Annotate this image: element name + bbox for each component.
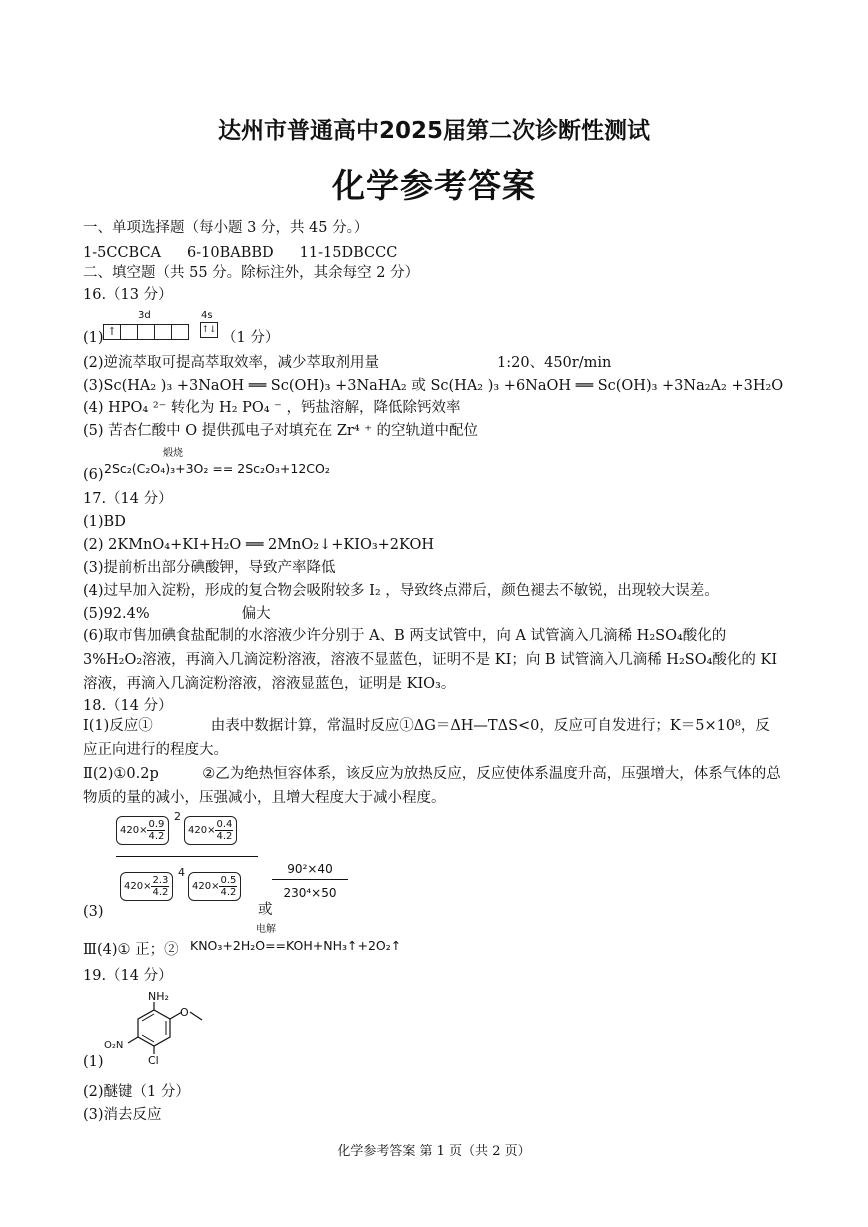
q19-heading: 19.（14 分） bbox=[83, 968, 173, 984]
q18-p3-label: (3) bbox=[83, 904, 104, 920]
q16-p6-label: (6) bbox=[83, 467, 104, 483]
q18-p4-equation: KNO₃+2H₂O==KOH+NH₃↑+2O₂↑ bbox=[190, 938, 402, 953]
orbital-4s-label: 4s bbox=[201, 310, 213, 321]
q18-p1: Ⅰ(1)反应① 由表中数据计算，常温时反应①ΔG＝ΔH—TΔS<0，反应可自发进行；K＝5×10⁸，反应正向进行的程度大。 bbox=[83, 718, 770, 758]
q18-or: 或 bbox=[258, 902, 273, 918]
section2-heading: 二、填空题（共 55 分。除标注外，其余每空 2 分） bbox=[83, 265, 420, 281]
doc-title: 达州市普通高中2025届第二次诊断性测试 bbox=[217, 118, 650, 144]
q18-heading: 18.（14 分） bbox=[83, 698, 173, 714]
section1-answers bbox=[83, 243, 397, 263]
structure-diagram: NH₂ O O₂N Cl bbox=[100, 990, 220, 1070]
amino-group-label: NH₂ bbox=[148, 990, 169, 1003]
q16-p1-note: （1 分） bbox=[222, 330, 280, 346]
q16-p5: (5) 苦杏仁酸中 O 提供孤电子对填充在 Zr⁴ ⁺ 的空轨道中配位 bbox=[83, 423, 479, 439]
q16-p2-ratio: 1:20、450r/min bbox=[497, 355, 612, 371]
q17-p5: (5)92.4% 偏大 bbox=[83, 606, 271, 622]
chloro-group-label: Cl bbox=[148, 1054, 159, 1067]
kp-denominator: 420× $\frac{2.3}{4.2}$ 4 420× $\frac{0.5}{4.2}$ bbox=[120, 866, 265, 910]
q17-p1: (1)BD bbox=[83, 514, 126, 530]
orbital-arrow-up-icon: ↑ bbox=[103, 324, 121, 340]
q17-heading: 17.（14 分） bbox=[83, 491, 173, 507]
answers-11-15: 11-15DBCCC bbox=[299, 245, 398, 261]
doc-subtitle: 化学参考答案 bbox=[332, 166, 536, 205]
q16-p6-condition: 煅烧 bbox=[163, 448, 183, 459]
orbital-arrows-updown-icon: ↑↓ bbox=[200, 322, 218, 338]
q16-p1-label: (1) bbox=[83, 330, 104, 346]
q19-p2: (2)醚键（1 分） bbox=[83, 1084, 190, 1100]
alt-expression: 90²×40 230⁴×50 bbox=[272, 862, 348, 900]
q16-p6-equation: 2Sc₂(C₂O₄)₃+3O₂ == 2Sc₂O₃+12CO₂ bbox=[104, 461, 330, 476]
q16-heading: 16.（13 分） bbox=[83, 287, 173, 303]
q19-p1-label: (1) bbox=[83, 1054, 104, 1070]
q16-p3: (3)Sc(HA₂ )₃ +3NaOH ══ Sc(OH)₃ +3NaHA₂ 或 Sc(HA₂ )₃ +6NaOH ══ Sc(OH)₃ +3Na₂A₂ +3H₂O bbox=[83, 378, 784, 394]
q17-p3: (3)提前析出部分碘酸钾，导致产率降低 bbox=[83, 560, 336, 576]
answers-1-5: 1-5CCBCA bbox=[83, 245, 162, 261]
answers-6-10: 6-10BABBD bbox=[187, 245, 274, 261]
section1-heading: 一、单项选择题（每小题 3 分，共 45 分。） bbox=[83, 220, 369, 236]
nitro-group-label: O₂N bbox=[104, 1040, 124, 1051]
q18-p4: Ⅲ(4)① 正；② bbox=[83, 942, 179, 958]
kp-fraction-bar bbox=[116, 856, 258, 857]
kp-numerator: 420× $\frac{0.9}{4.2}$ 2 420× $\frac{0.4}{4.2}$ bbox=[116, 810, 261, 854]
q18-p2: Ⅱ(2)①0.2p ②乙为绝热恒容体系，该反应为放热反应，反应使体系温度升高，压强增大，体系气体的总物质的量的减小，压强减小，且增大程度大于减小程度。 bbox=[83, 766, 781, 806]
q19-p3: (3)消去反应 bbox=[83, 1107, 162, 1123]
q18-p4-condition: 电解 bbox=[256, 924, 276, 935]
page-footer: 化学参考答案 第 1 页（共 2 页） bbox=[337, 1144, 531, 1159]
kp-expression bbox=[116, 810, 266, 920]
q16-p4: (4) HPO₄ ²⁻ 转化为 H₂ PO₄ ⁻ ，钙盐溶解，降低除钙效率 bbox=[83, 400, 461, 416]
q17-p4: (4)过早加入淀粉，形成的复合物会吸附较多 I₂ ，导致终点滞后，颜色褪去不敏锐，出现较大误差。 bbox=[83, 583, 719, 599]
q17-p6: (6)取市售加碘食盐配制的水溶液少许分别于 A、B 两支试管中，向 A 试管滴入几滴稀 H₂SO₄酸化的 3%H₂O₂溶液，再滴入几滴淀粉溶液，溶液不显蓝色，证明不是 KI；向 B 试管滴入几滴稀 H₂SO₄酸化的 KI 溶液，再滴入几滴淀粉溶液，溶液显蓝色，证明是 KIO₃。 bbox=[83, 628, 778, 692]
q16-p2: (2)逆流萃取可提高萃取效率，减少萃取剂用量 1:20、450r/min bbox=[83, 355, 612, 371]
orbital-3d-label: 3d bbox=[138, 310, 151, 321]
q17-p2: (2) 2KMnO₄+KI+H₂O ══ 2MnO₂↓+KIO₃+2KOH bbox=[83, 537, 434, 553]
